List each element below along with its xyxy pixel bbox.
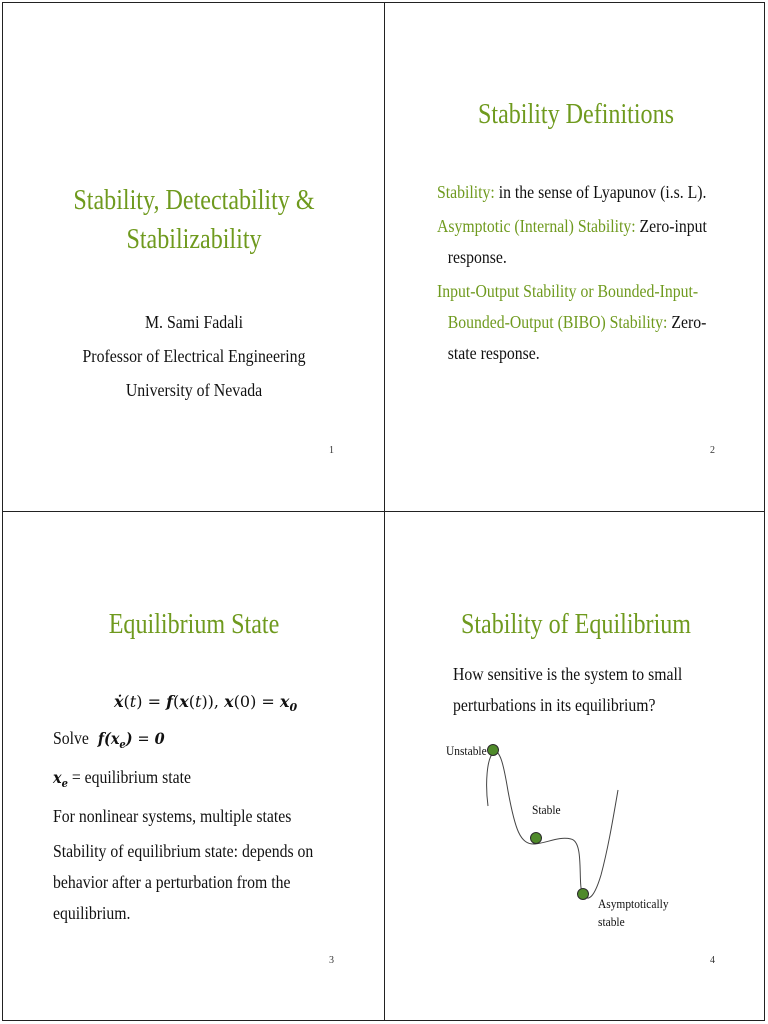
slide-2 (385, 3, 767, 512)
label-asymptotically-stable: Asymptotically stable (598, 896, 669, 929)
equilibrium-text (53, 723, 341, 929)
slide-2-title: Stability Definitions (478, 99, 674, 130)
stability-line-1: Stability of equilibrium state: depends on (53, 841, 314, 862)
solve-line: Solve $f(x_e) = 0$ (53, 728, 165, 752)
svg-text:ẋ(t) = f(x(t)), x(0) = x0: ẋ(t) = f(x(t)), $x(0) = x_0$ (114, 692, 298, 714)
slide-1 (3, 3, 385, 512)
label-unstable: Unstable (446, 743, 487, 758)
unstable-ball (488, 745, 499, 756)
stable-ball (531, 833, 542, 844)
question-line-1: How sensitive is the system to small (453, 664, 683, 684)
slide-3 (3, 513, 385, 1022)
author-position: Professor of Electrical Engineering (82, 346, 306, 366)
title-line-2: Stabilizability (126, 224, 262, 256)
page-number: 1 (329, 445, 334, 456)
author-name: M. Sami Fadali (144, 312, 244, 332)
definition-bibo: Input-Output Stability or Bounded-Input- Bounded-Output (BIBO) Stability: Zero- state response. (437, 281, 707, 363)
author-block (26, 305, 362, 407)
page-number: 3 (329, 955, 334, 966)
question-line-2: perturbations in its equilibrium? (453, 695, 656, 715)
definition-asymptotic: Asymptotic (Internal) Stability: Zero-input response. (437, 216, 707, 267)
label-stable: Stable (532, 802, 561, 817)
stability-line-2: behavior after a perturbation from the (53, 872, 291, 893)
equilibrium-diagram (385, 733, 767, 963)
slide-3-title: Equilibrium State (108, 609, 280, 640)
page-number: 4 (710, 955, 715, 966)
slide-1-title (30, 181, 359, 259)
definitions-list (437, 177, 707, 369)
question-text (453, 659, 723, 721)
page-number: 2 (710, 445, 715, 456)
author-university: University of Nevada (125, 380, 263, 400)
title-line-1: Stability, Detectability & (73, 185, 315, 216)
definition-lyapunov: Stability: in the sense of Lyapunov (i.s. L). (437, 182, 707, 202)
potential-curve (487, 752, 618, 898)
slide-4 (385, 513, 767, 1022)
nonlinear-line: For nonlinear systems, multiple states (53, 806, 292, 827)
xe-line: $x_e$ = equilibrium state (53, 767, 191, 791)
slide-4-title: Stability of Equilibrium (460, 609, 692, 640)
stability-line-3: equilibrium. (53, 903, 131, 924)
asymptotically-stable-ball (578, 889, 589, 900)
solve-equation: $f(x_e) = 0$ (92, 729, 165, 752)
